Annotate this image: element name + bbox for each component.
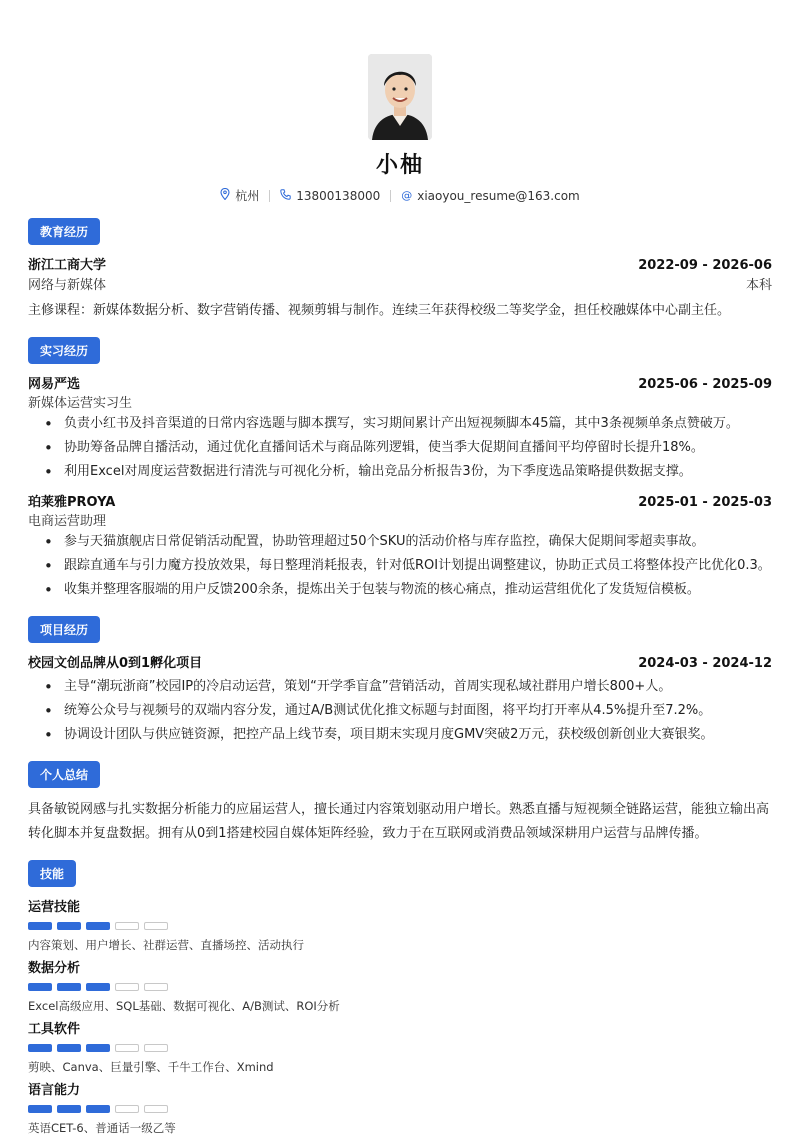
list-item: • 协助筹备品牌自播活动，通过优化直播间话术与商品陈列逻辑，使当季大促期间直播间平均停留时长提升18%。 [50,436,772,460]
project-dates: 2024-03 - 2024-12 [638,656,772,671]
skill-level-segment-empty [115,1044,139,1052]
skill-level-segment-filled [57,983,81,991]
skill-level-segment-empty [115,1105,139,1113]
phone-text[interactable]: 13800138000 [296,188,381,203]
list-item: • 参与天猫旗舰店日常促销活动配置，协助管理超过50个SKU的活动价格与库存监控，确保大促期间零超卖事故。 [50,530,772,554]
internship-dates: 2025-01 - 2025-03 [638,495,772,510]
location-text: 杭州 [235,189,260,203]
list-item: • 协调设计团队与供应链资源，把控产品上线节奏，项目期末实现月度GMV突破2万元，获校级创新创业大赛银奖。 [50,723,772,747]
contact-location [220,187,259,204]
skill-level-segment-empty [144,1044,168,1052]
education-dates: 2022-09 - 2026-06 [638,258,772,273]
section-title-project: 项目经历 [28,616,100,643]
skill-level [28,983,772,991]
skill-level-segment-filled [57,1044,81,1052]
education-description: 主修课程：新媒体数据分析、数字营销传播、视频剪辑与制作。连续三年获得校级二等奖学金，担任校融媒体中心副主任。 [28,303,731,318]
phone-icon [280,189,291,203]
skill-level-segment-filled [86,1105,110,1113]
resume-header [28,0,772,204]
skill-name: 数据分析 [28,961,81,976]
section-title-skills: 技能 [28,860,76,887]
email-text[interactable]: xiaoyou_resume@163.com [417,188,580,203]
skill-level-segment-filled [57,1105,81,1113]
school-name: 浙江工商大学 [28,258,107,273]
skill-description: Excel高级应用、SQL基础、数据可视化、A/B测试、ROI分析 [28,999,340,1013]
contact-email [401,189,580,203]
job-role: 电商运营助理 [28,514,107,529]
internship-section [28,323,772,602]
bullet-list [28,675,772,747]
section-title-summary: 个人总结 [28,761,100,788]
skills-section [28,846,772,1137]
candidate-name: 小柚 [375,153,424,178]
skill-level-segment-empty [115,922,139,930]
skill-name: 运营技能 [28,900,81,915]
project-name: 校园文创品牌从0到1孵化项目 [28,656,203,671]
divider [390,190,391,202]
skill-level-segment-empty [144,983,168,991]
skill-level-segment-filled [86,1044,110,1052]
summary-text: 具备敏锐网感与扎实数据分析能力的应届运营人，擅长通过内容策划驱动用户增长。熟悉直播与短视频全链路运营，能独立输出高转化脚本并复盘数据。拥有从0到1搭建校园自媒体矩阵经验，致力于在互联网或消费品领域深耕用户运营与品牌传播。 [28,802,770,841]
list-item: • 利用Excel对周度运营数据进行清洗与可视化分析，输出竞品分析报告3份，为下季度选品策略提供数据支撑。 [50,460,772,484]
education-section [28,204,772,323]
skills-list [28,897,772,1137]
bullet-list [28,530,772,602]
skill-level-segment-filled [86,922,110,930]
skill-level-segment-empty [144,922,168,930]
major: 网络与新媒体 [28,278,107,293]
list-item: • 跟踪直通车与引力魔方投放效果，每日整理消耗报表，针对低ROI计划提出调整建议，协助正式员工将整体投产比优化0.3。 [50,554,772,578]
skill-level-segment-filled [28,1044,52,1052]
company-name: 珀莱雅PROYA [28,495,116,510]
summary-section [28,747,772,846]
skill-level [28,1044,772,1052]
job-role: 新媒体运营实习生 [28,396,133,411]
project-section [28,602,772,747]
degree: 本科 [745,278,772,293]
section-title-internship: 实习经历 [28,337,100,364]
skill-level-segment-filled [28,1105,52,1113]
skill-name: 语言能力 [28,1083,81,1098]
list-item: • 收集并整理客服端的用户反馈200余条，提炼出关于包装与物流的核心痛点，推动运营组优化了发货短信模板。 [50,578,772,602]
list-item: • 负责小红书及抖音渠道的日常内容选题与脚本撰写，实习期间累计产出短视频脚本45篇，其中3条视频单条点赞破万。 [50,412,772,436]
skill-description: 剪映、Canva、巨量引擎、千牛工作台、Xmind [28,1060,274,1074]
skill-level-segment-empty [115,983,139,991]
skill-description: 内容策划、用户增长、社群运营、直播场控、活动执行 [28,938,304,952]
section-title-education: 教育经历 [28,218,100,245]
skill-level [28,922,772,930]
skill-level-segment-filled [86,983,110,991]
location-pin-icon [220,188,230,203]
internship-dates: 2025-06 - 2025-09 [638,377,772,392]
skill-level-segment-filled [28,922,52,930]
at-sign-icon: @ [401,189,413,202]
list-item: • 主导“潮玩浙商”校园IP的冷启动运营，策划“开学季盲盒”营销活动，首周实现私域社群用户增长800+人。 [50,675,772,699]
avatar [368,54,432,140]
internship-entry [28,374,772,484]
internship-entry [28,492,772,602]
divider [269,190,270,202]
list-item: • 统筹公众号与视频号的双端内容分发，通过A/B测试优化推文标题与封面图，将平均打开率从4.5%提升至7.2%。 [50,699,772,723]
skill-item [28,958,772,1015]
avatar-photo [368,54,432,140]
skill-name: 工具软件 [28,1022,81,1037]
skill-item [28,1080,772,1137]
skill-item [28,897,772,954]
skill-description: 英语CET-6、普通话一级乙等 [28,1121,176,1135]
contact-phone [280,189,380,203]
company-name: 网易严选 [28,377,81,392]
skill-item [28,1019,772,1076]
skill-level-segment-filled [28,983,52,991]
skill-level [28,1105,772,1113]
skill-level-segment-filled [57,922,81,930]
skill-level-segment-empty [144,1105,168,1113]
contact-info [28,187,772,204]
bullet-list [28,412,772,484]
